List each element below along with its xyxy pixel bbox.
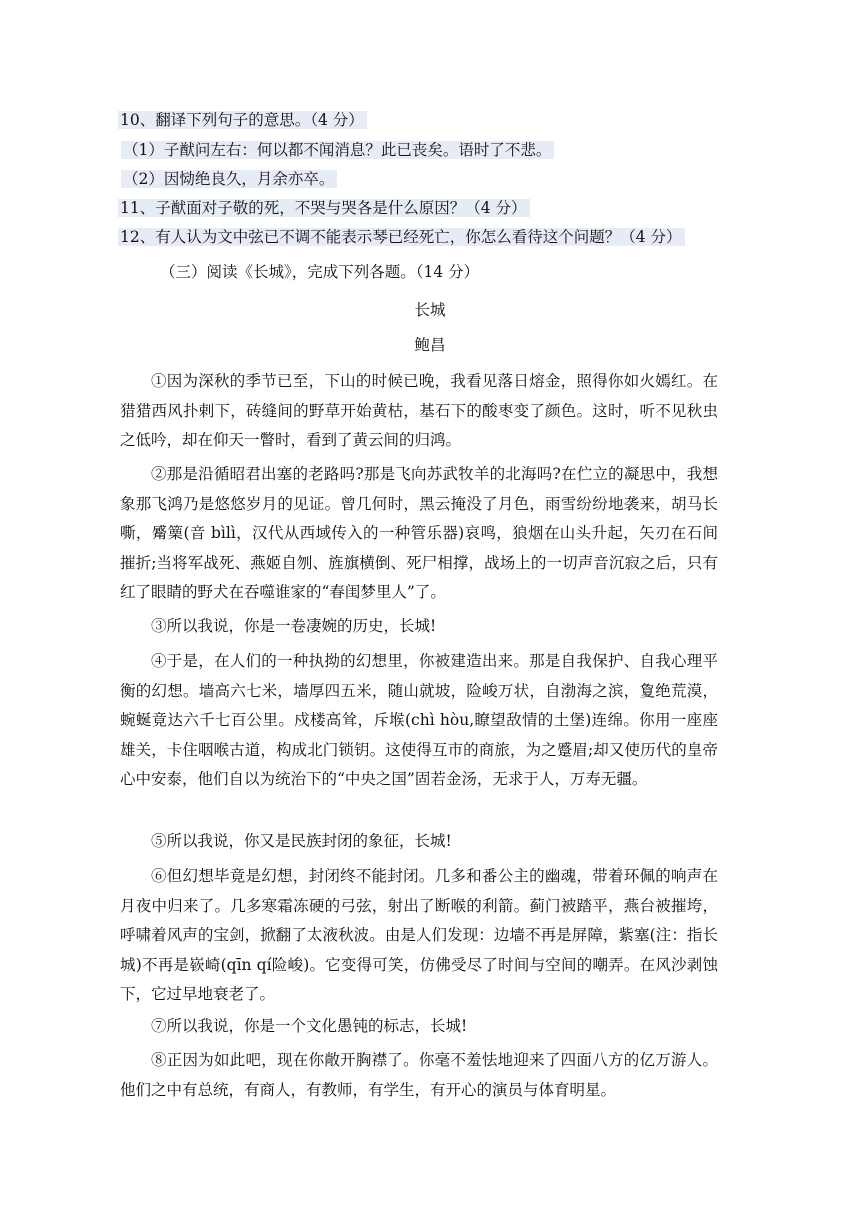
- article-paragraph-3: ③所以我说，你是一卷凄婉的历史，长城!: [151, 617, 437, 635]
- question-11-text: 11、子猷面对子敬的死，不哭与哭各是什么原因？（4 分）: [118, 199, 530, 217]
- section-heading: （三）阅读《长城》，完成下列各题。（14 分）: [160, 263, 480, 281]
- article-paragraph-4: ④于是，在人们的一种执拗的幻想里，你被建造出来。那是自我保护、自我心理平衡的幻想。墙高六七米，墙厚四五米，随山就坡，险峻万状，自渤海之滨，夐绝荒漠，蜿蜒竟达六千七百公里。戍楼高耸，斥堠(chì hòu,瞭望敌情的土堡)连绵。你用一座座雄关，卡住咽喉古道，构成北门锁钥。这使得互市的商旅，为之蹙眉;却又使历代的皇帝心中安泰，他们自以为统治下的“中央之国”固若金汤，无求于人，万寿无疆。: [120, 652, 718, 788]
- article-author: 鲍昌: [414, 336, 446, 354]
- question-10-2: [121, 167, 337, 191]
- question-10-1: [121, 138, 554, 162]
- article-paragraph-8: ⑧正因为如此吧，现在你敞开胸襟了。你毫不羞怯地迎来了四面八方的亿万游人。他们之中有总统，有商人，有教师，有学生，有开心的演员与体育明星。: [120, 1051, 718, 1099]
- article-paragraph-1: ①因为深秋的季节已至，下山的时候已晚，我看见落日熔金，照得你如火嫣红。在猎猎西风扑剌下，砖缝间的野草开始黄枯，基石下的酸枣变了颜色。这时，听不见秋虫之低吟，却在仰天一瞥时，看到了黄云间的归鸿。: [120, 372, 718, 449]
- question-10-2-text: （2）因恸绝良久，月余亦卒。: [121, 170, 337, 188]
- question-10-1-text: （1）子猷问左右：何以都不闻消息？此已丧矣。语时了不悲。: [121, 141, 554, 159]
- article-paragraph-6: ⑥但幻想毕竟是幻想，封闭终不能封闭。几多和番公主的幽魂，带着环佩的响声在月夜中归来了。几多寒霜冻硬的弓弦，射出了断喉的利箭。蓟门被踏平，燕台被摧垮，呼啸着风声的宝剑，掀翻了太液秋波。由是人们发现：边墙不再是屏障，紫塞(注：指长城)不再是嵚崎(qīn qí险峻)。它变得可笑，仿佛受尽了时间与空间的嘲弄。在风沙剥蚀下，它过早地衰老了。: [120, 867, 718, 1003]
- question-11: [118, 196, 530, 220]
- article-paragraph-7: ⑦所以我说，你是一个文化愚钝的标志，长城!: [151, 1017, 468, 1035]
- question-10-text: 10、翻译下列句子的意思。（4 分）: [118, 111, 367, 129]
- question-12: [118, 225, 685, 249]
- article-title: 长城: [414, 301, 446, 319]
- article-paragraph-5: ⑤所以我说，你又是民族封闭的象征，长城!: [151, 832, 452, 850]
- question-12-text: 12、有人认为文中弦已不调不能表示琴已经死亡，你怎么看待这个问题？（4 分）: [118, 228, 685, 246]
- article-paragraph-2: ②那是沿循昭君出塞的老路吗?那是飞向苏武牧羊的北海吗?在伫立的凝思中，我想象那飞鸿乃是悠悠岁月的见证。曾几何时，黑云掩没了月色，雨雪纷纷地袭来，胡马长嘶，觱篥(音 bìlì，汉代从西域传入的一种管乐器)哀鸣，狼烟在山头升起，矢刃在石间摧折;当将军战死、燕姬自刎、旌旗横倒、死尸相撑，战场上的一切声音沉寂之后，只有红了眼睛的野犬在吞噬谁家的“春闺梦里人”了。: [120, 465, 718, 601]
- question-10: [118, 108, 367, 132]
